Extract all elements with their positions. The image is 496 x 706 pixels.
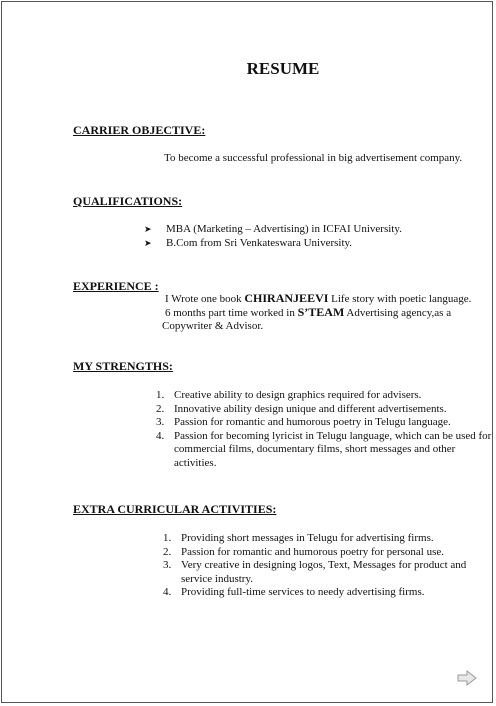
arrowhead-bullet-icon: ➤: [144, 224, 152, 234]
experience-line: 6 months part time worked in S’TEAM Advertising agency,as a: [165, 305, 452, 319]
list-item: 4. Passion for becoming lyricist in Telugu language, which can be used for commercial films, documentary films, short messages and other activities.: [156, 429, 492, 469]
list-item: 2. Passion for romantic and humorous poetry for personal use.: [163, 545, 445, 558]
resume-page: [1, 1, 493, 703]
list-item: 1. Providing short messages in Telugu for advertising firms.: [163, 532, 434, 544]
page-title: RESUME: [246, 59, 320, 78]
list-item: 1. Creative ability to design graphics required for advisers.: [156, 389, 422, 401]
strengths-heading: MY STRENGTHS:: [73, 359, 173, 373]
list-item: 3. Passion for romantic and humorous poetry in Telugu language.: [156, 416, 451, 428]
list-item: 2. Innovative ability design unique and different advertisements.: [156, 402, 447, 415]
arrow-right-icon[interactable]: [457, 670, 477, 686]
objective-text: To become a successful professional in big advertisement company.: [164, 152, 463, 164]
list-item: ➤ MBA (Marketing – Advertising) in ICFAI University.: [144, 223, 402, 235]
experience-line: I Wrote one book CHIRANJEEVI Life story with poetic language.: [165, 291, 472, 305]
experience-heading: EXPERIENCE :: [73, 279, 159, 293]
list-item: 4. Providing full-time services to needy advertising firms.: [163, 586, 425, 598]
company-name: S’TEAM: [297, 305, 345, 319]
list-item: ➤ B.Com from Sri Venkateswara University.: [144, 236, 353, 249]
strengths-list: [156, 389, 492, 470]
objective-heading: CARRIER OBJECTIVE:: [73, 123, 206, 137]
extra-curricular-heading: EXTRA CURRICULAR ACTIVITIES:: [73, 502, 277, 516]
list-item: 3. Very creative in designing logos, Text, Messages for product and service industry.: [163, 559, 467, 585]
qualifications-list: [144, 223, 402, 250]
extra-curricular-list: [163, 532, 489, 600]
qualifications-heading: QUALIFICATIONS:: [73, 194, 183, 208]
arrowhead-bullet-icon: ➤: [144, 237, 152, 248]
book-title: CHIRANJEEVI: [244, 291, 329, 305]
experience-line: Copywriter & Advisor.: [162, 320, 264, 332]
